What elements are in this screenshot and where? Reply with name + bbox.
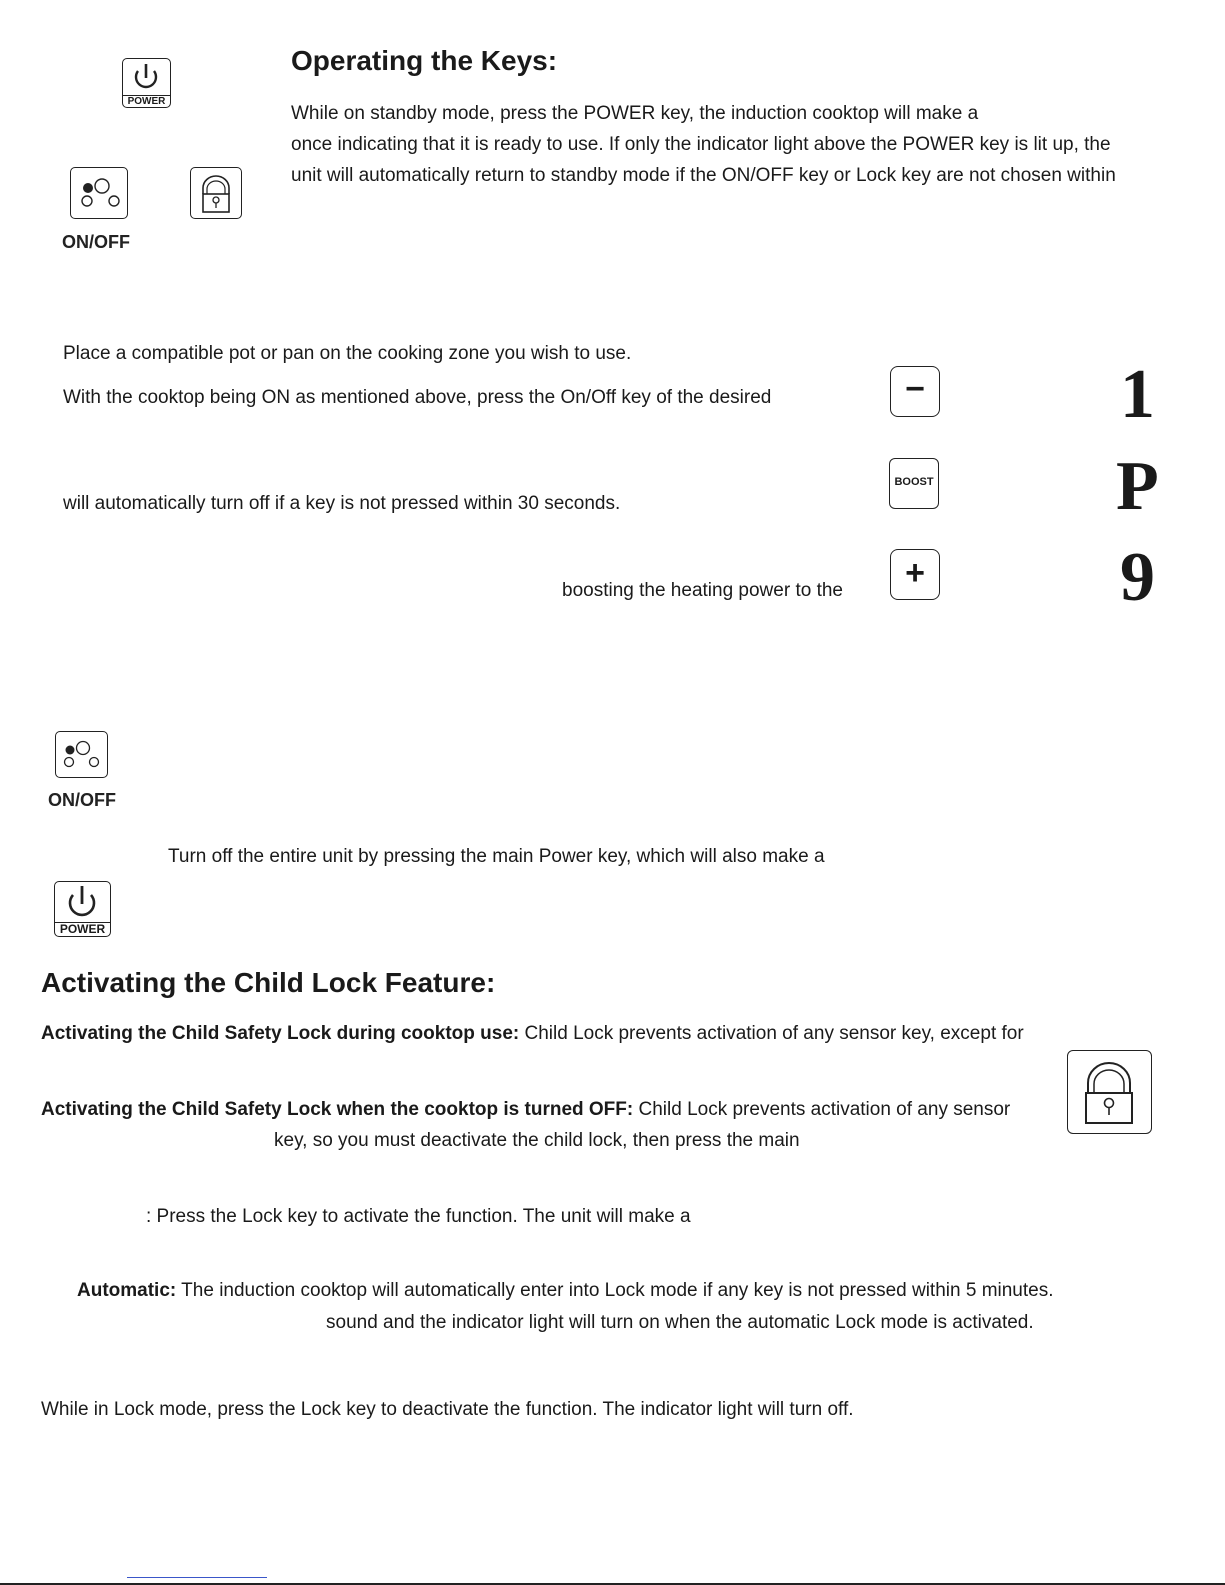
display-digit-p: P <box>1116 448 1159 525</box>
power-key-icon-2 <box>54 881 111 937</box>
child-lock-auto-line <box>77 1279 1054 1303</box>
onoff-key-icon-2 <box>55 731 108 778</box>
child-lock-off-text: Child Lock prevents activation of any sensor <box>633 1099 1011 1120</box>
child-lock-off-heading: Activating the Child Safety Lock when the cooktop is turned OFF: <box>41 1099 634 1120</box>
onoff-key-icon <box>70 167 128 219</box>
lock-key-icon-large <box>1067 1050 1152 1134</box>
power-key-caption: POWER <box>123 95 170 107</box>
lock-key-icon <box>190 167 242 219</box>
operating-p3-line1: Turn off the entire unit by pressing the main Power key, which will also make a <box>168 846 825 867</box>
child-lock-during-text: Child Lock prevents activation of any sensor key, except for <box>519 1023 1024 1044</box>
plus-symbol: + <box>905 554 925 592</box>
boost-key-label: BOOST <box>894 476 934 488</box>
operating-p2-line3: will automatically turn off if a key is not pressed within 30 seconds. <box>63 493 621 514</box>
child-lock-auto-text: The induction cooktop will automatically enter into Lock mode if any key is not pressed within 5 minutes. <box>176 1280 1054 1301</box>
onoff-key-label: ON/OFF <box>62 232 130 252</box>
onoff-key-label-2: ON/OFF <box>48 790 116 810</box>
operating-p2-line4: boosting the heating power to the <box>562 580 843 601</box>
boost-key-icon <box>889 458 939 509</box>
minus-symbol: − <box>905 370 925 408</box>
child-lock-during-line <box>41 1022 1024 1046</box>
plus-key-icon <box>890 549 940 600</box>
child-lock-auto-heading: Automatic: <box>77 1280 177 1301</box>
operating-p1-line3: unit will automatically return to standby mode if the ON/OFF key or Lock key are not chosen within <box>291 165 1116 186</box>
child-lock-off-line2: key, so you must deactivate the child lock, then press the main <box>274 1130 800 1151</box>
operating-p2-line1: Place a compatible pot or pan on the cooking zone you wish to use. <box>63 343 632 364</box>
operating-keys-title: Operating the Keys: <box>291 45 558 76</box>
child-lock-title: Activating the Child Lock Feature: <box>41 967 496 998</box>
minus-key-icon <box>890 366 940 417</box>
child-lock-during-heading: Activating the Child Safety Lock during cooktop use: <box>41 1023 520 1044</box>
operating-p2-line2: With the cooktop being ON as mentioned above, press the On/Off key of the desired <box>63 387 772 408</box>
operating-p1-line2: once indicating that it is ready to use. If only the indicator light above the POWER key is lit up, the <box>291 134 1111 155</box>
power-key-icon <box>122 58 171 108</box>
child-lock-off-line <box>41 1098 1010 1122</box>
power-key-caption-2: POWER <box>55 922 110 936</box>
display-digit-1: 1 <box>1120 356 1155 433</box>
display-digit-9: 9 <box>1120 539 1155 616</box>
operating-p1-line1: While on standby mode, press the POWER key, the induction cooktop will make a <box>291 103 979 124</box>
child-lock-unlock-line: While in Lock mode, press the Lock key to deactivate the function. The indicator light will turn off. <box>41 1399 854 1420</box>
child-lock-manual-line: : Press the Lock key to activate the function. The unit will make a <box>146 1206 691 1227</box>
child-lock-auto-line2: sound and the indicator light will turn on when the automatic Lock mode is activated. <box>326 1312 1034 1333</box>
footer-link-underline <box>127 1577 267 1578</box>
